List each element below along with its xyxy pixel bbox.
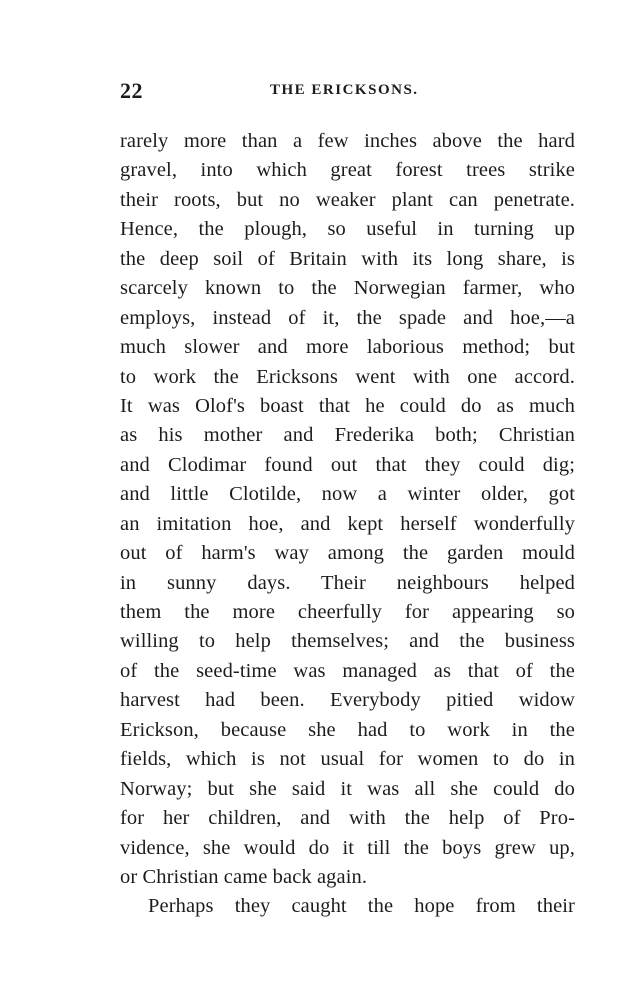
text-line: willing to help themselves; and the business (120, 630, 575, 653)
text-line: fields, which is not usual for women to do in (120, 748, 575, 771)
text-line: Hence, the plough, so useful in turning up (120, 218, 575, 241)
text-line: to work the Ericksons went with one accord. (120, 365, 575, 388)
text-line: the deep soil of Britain with its long share, is (120, 247, 575, 270)
text-line: employs, instead of it, the spade and hoe,—a (120, 306, 575, 329)
paragraph-end-line: or Christian came back again. (120, 865, 368, 888)
text-line: harvest had been. Everybody pitied widow (120, 689, 575, 712)
text-line: in sunny days. Their neighbours helped (120, 571, 575, 594)
text-line: much slower and more laborious method; but (120, 336, 575, 359)
text-line: them the more cheerfully for appearing so (120, 601, 575, 623)
page-number: 22 (120, 78, 143, 103)
text-line: rarely more than a few inches above the hard (120, 130, 575, 152)
text-line: gravel, into which great forest trees strike (120, 159, 575, 182)
paragraph-start-line: Perhaps they caught the hope from their (148, 895, 575, 918)
text-line: out of harm's way among the garden mould (120, 542, 575, 565)
text-line: and little Clotilde, now a winter older, got (120, 483, 575, 506)
text-line: as his mother and Frederika both; Christian (120, 424, 575, 447)
text-line: Norway; but she said it was all she could do (120, 777, 575, 800)
text-line: Erickson, because she had to work in the (120, 718, 575, 741)
text-line: their roots, but no weaker plant can penetrate. (120, 188, 575, 211)
text-line: and Clodimar found out that they could dig; (120, 453, 575, 476)
text-line: It was Olof's boast that he could do as much (120, 394, 575, 417)
page-header (120, 78, 575, 108)
text-line: for her children, and with the help of Pro- (120, 807, 575, 830)
text-line: vidence, she would do it till the boys grew up, (120, 836, 575, 859)
running-head: THE ERICKSONS. (270, 82, 419, 98)
body-text (120, 127, 575, 922)
text-line: an imitation hoe, and kept herself wonderfully (120, 512, 575, 535)
text-line: of the seed-time was managed as that of the (120, 659, 575, 682)
text-line: scarcely known to the Norwegian farmer, who (120, 277, 575, 300)
